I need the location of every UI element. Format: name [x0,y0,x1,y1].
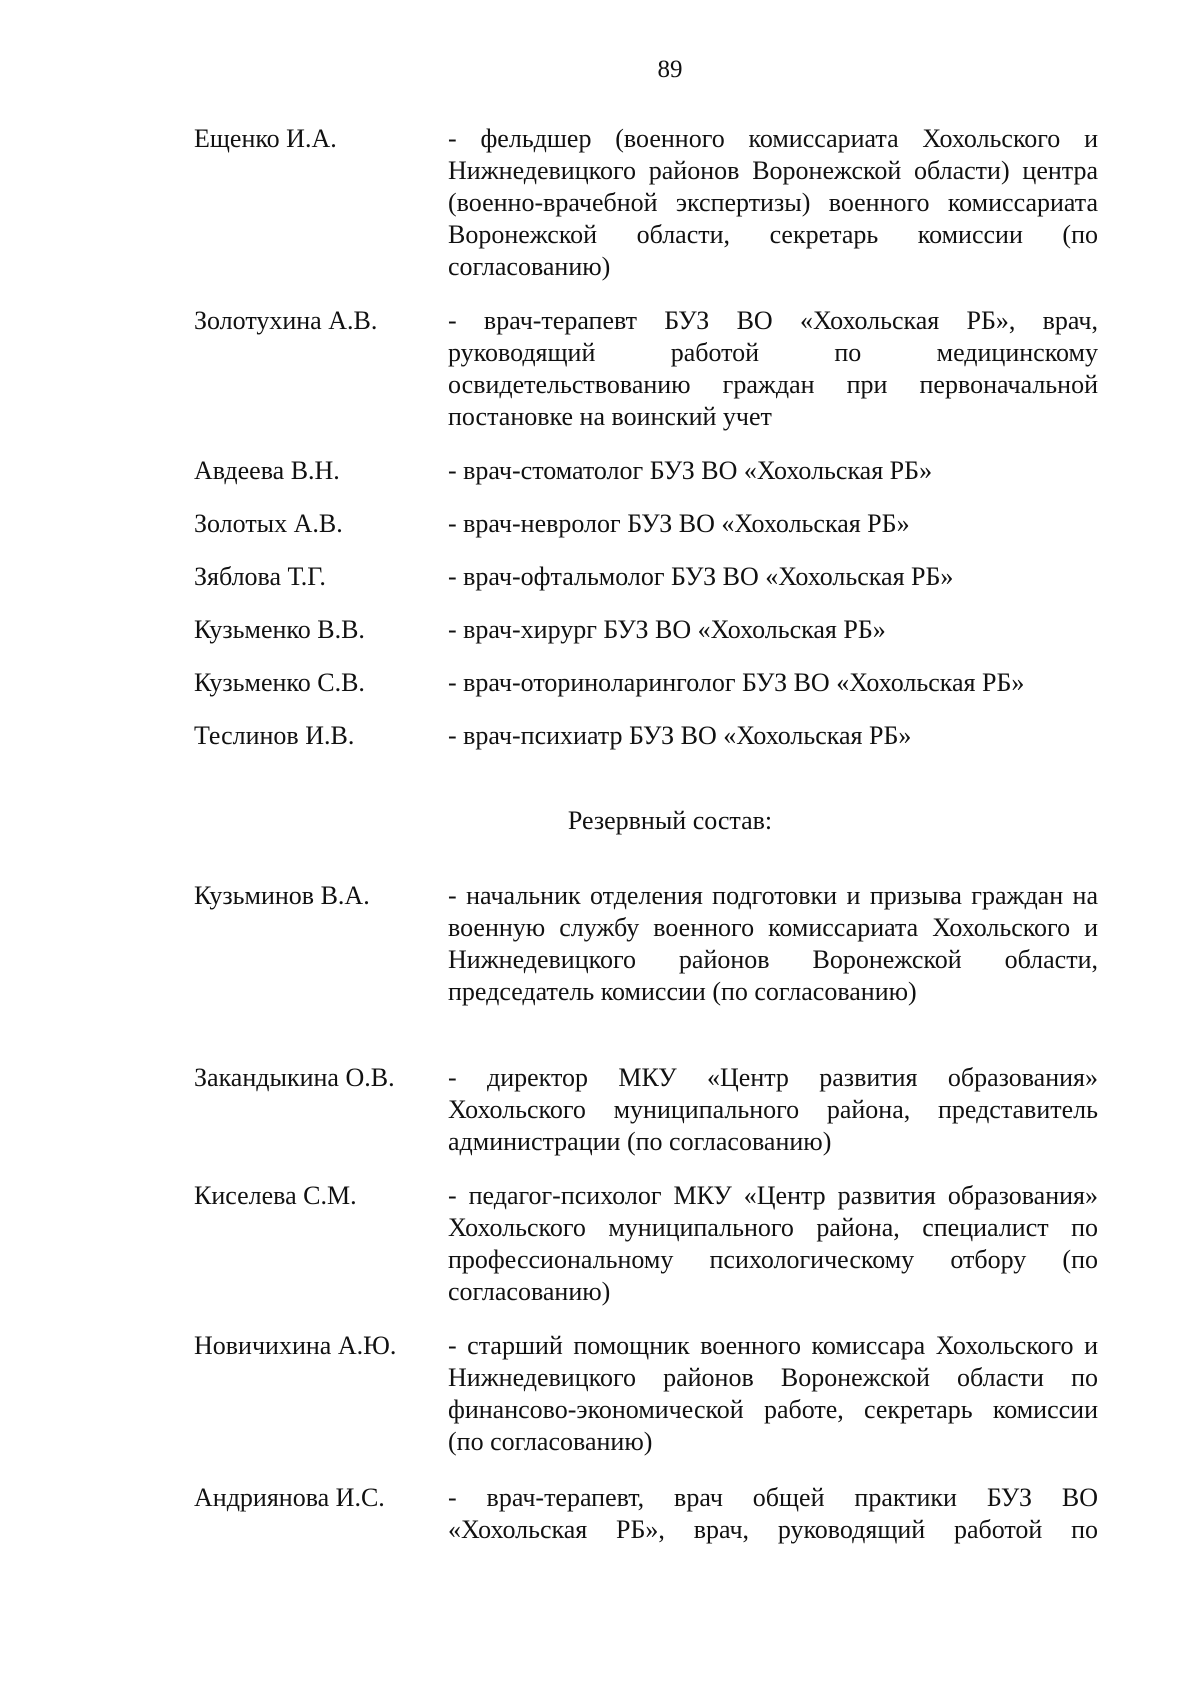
member-name: Зяблова Т.Г. [194,562,326,591]
member-description: - фельдшер (военного комиссариата Хохольского и Нижнедевицкого районов Воронежской области) центра (военно-врачебной экспертизы) военного комиссариата Воронежской области, секретарь комиссии (по согласованию) [448,124,1098,281]
member-description: - врач-оториноларинголог БУЗ ВО «Хохольская РБ» [448,668,1025,697]
member-name: Кузьменко С.В. [194,668,365,697]
member-description: - врач-хирург БУЗ ВО «Хохольская РБ» [448,615,886,644]
member-description: - директор МКУ «Центр развития образования» Хохольского муниципального района, представитель администрации (по согласованию) [448,1063,1098,1156]
member-description: - начальник отделения подготовки и призыва граждан на военную службу военного комиссариата Хохольского и Нижнедевицкого районов Воронежской области, председатель комиссии (по согласованию) [448,881,1098,1006]
member-description: - педагог-психолог МКУ «Центр развития образования» Хохольского муниципального района, специалист по профессиональному психологическому отбору (по согласованию) [448,1181,1098,1306]
member-description: - врач-психиатр БУЗ ВО «Хохольская РБ» [448,721,912,750]
member-description: - врач-терапевт БУЗ ВО «Хохольская РБ», врач, руководящий работой по медицинскому освидетельствованию граждан при первоначальной постановке на воинский учет [448,306,1098,431]
member-description: - врач-офтальмолог БУЗ ВО «Хохольская РБ» [448,562,954,591]
member-name: Киселева С.М. [194,1181,357,1210]
member-description: - врач-стоматолог БУЗ ВО «Хохольская РБ» [448,456,933,485]
member-name: Закандыкина О.В. [194,1063,395,1092]
member-name: Кузьминов В.А. [194,881,370,910]
member-name: Андриянова И.С. [194,1483,385,1512]
member-name: Золотых А.В. [194,509,343,538]
member-description: - врач-невролог БУЗ ВО «Хохольская РБ» [448,509,910,538]
member-name: Новичихина А.Ю. [194,1331,397,1360]
member-name: Золотухина А.В. [194,306,378,335]
reserve-section-title: Резервный состав: [567,806,773,835]
member-name: Ещенко И.А. [194,124,337,153]
member-name: Кузьменко В.В. [194,615,365,644]
page-number: 89 [657,56,683,83]
member-name: Авдеева В.Н. [194,456,340,485]
member-description: - старший помощник военного комиссара Хохольского и Нижнедевицкого районов Воронежской области по финансово-экономической работе, секретарь комиссии (по согласованию) [448,1331,1098,1456]
member-description: - врач-терапевт, врач общей практики БУЗ ВО «Хохольская РБ», врач, руководящий работой по [448,1483,1098,1544]
member-name: Теслинов И.В. [194,721,355,750]
